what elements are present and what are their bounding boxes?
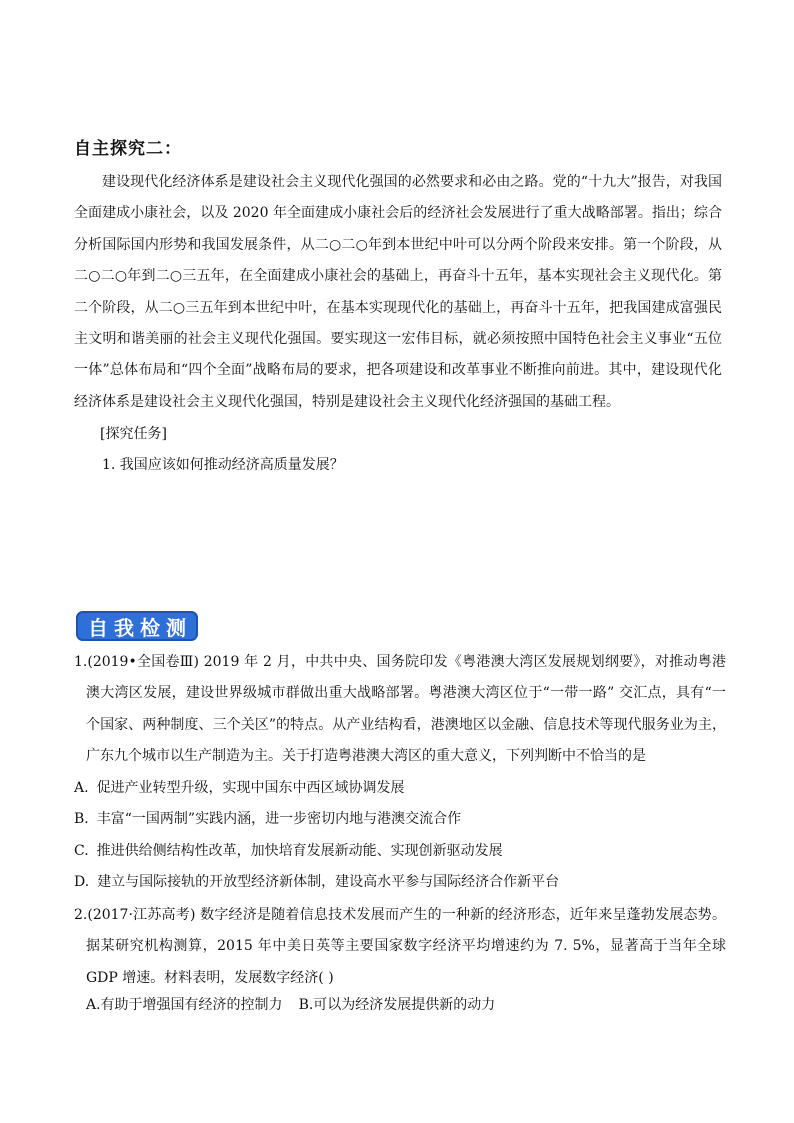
option-text: 建立与国际接轨的开放型经济新体制，建设高水平参与国际经济合作新平台 xyxy=(97,874,560,890)
passage-paragraph: 建设现代化经济体系是建设社会主义现代化强国的必然要求和必由之路。党的“十九大”报告，对我国全面建成小康社会，以及 2020 年全面建成小康社会后的经济社会发展进行了重大战略部署。指出；综合分析国际国内形势和我国发展条件，从二○二○年到本世纪中叶可以分两个阶段来安排。第一个阶段，从二○二○年到二○三五年，在全面建成小康社会的基础上，再奋斗十五年，基本实现社会主义现代化。第二个阶段，从二○三五年到本世纪中叶，在基本实现现代化的基础上，再奋斗十五年，把我国建成富强民主文明和谐美丽的社会主义现代化强国。要实现这一宏伟目标，就必须按照中国特色社会主义事业“五位一体”总体布局和“四个全面”战略布局的要求，把各项建设和改革事业不断推向前进。其中，建设现代化经济体系是建设社会主义现代化强国，特别是建设社会主义现代化经济强国的基础工程。 xyxy=(74,174,722,410)
option-text: 丰富“一国两制”实践内涵，进一步密切内地与港澳交流合作 xyxy=(96,811,462,827)
question-2-option-a[interactable]: A.有助于增强国有经济的控制力 xyxy=(86,997,283,1013)
question-1-text: 1.(2019•全国卷Ⅲ) 2019 年 2 月，中共中央、国务院印发《粤港澳大湾区发展规划纲要》，对推动粤港澳大湾区发展，建设世界级城市群做出重大战略部署。粤港澳大湾区位于“一带一路” 交汇点，具有“一个国家、两种制度、三个关区”的特点。从产业结构看，港澳地区以金融、信息技术等现代服务业为主，广东九个城市以生产制造为主。关于打造粤港澳大湾区的重大意义，下列判断中不恰当的是 xyxy=(74,654,726,765)
question-2-choices xyxy=(86,994,495,1014)
option-text: 推进供给侧结构性改革，加快培育发展新动能、实现创新驱动发展 xyxy=(96,843,503,859)
self-check-badge xyxy=(76,611,198,641)
question-1-option-a[interactable] xyxy=(74,777,405,797)
task-label: [探究任务] xyxy=(100,426,167,442)
question-1-option-c[interactable] xyxy=(74,840,503,860)
section-title: 自主探究二： xyxy=(74,139,182,159)
question-1-option-d[interactable] xyxy=(74,871,559,891)
option-letter: B. xyxy=(74,811,89,827)
option-letter: D. xyxy=(74,874,90,890)
question-1-option-b[interactable] xyxy=(74,808,461,828)
task-item-1: 1. 我国应该如何推动经济高质量发展？ xyxy=(102,457,344,473)
question-1 xyxy=(74,647,726,773)
question-2-text: 2.(2017·江苏高考) 数字经济是随着信息技术发展而产生的一种新的经济形态，近年来呈蓬勃发展态势。据某研究机构测算，2015 年中美日英等主要国家数字经济平均增速约为 7. 5%，显著高于当年全球 GDP 增速。材料表明，发展数字经济( ) xyxy=(74,907,726,986)
option-letter: A. xyxy=(74,780,89,796)
option-letter: C. xyxy=(74,843,89,859)
self-check-badge-label: 自我检测 xyxy=(88,615,192,640)
question-2 xyxy=(74,900,726,994)
option-text: 促进产业转型升级，实现中国东中西区域协调发展 xyxy=(96,780,405,796)
question-2-option-b[interactable]: B.可以为经济发展提供新的动力 xyxy=(298,997,496,1013)
